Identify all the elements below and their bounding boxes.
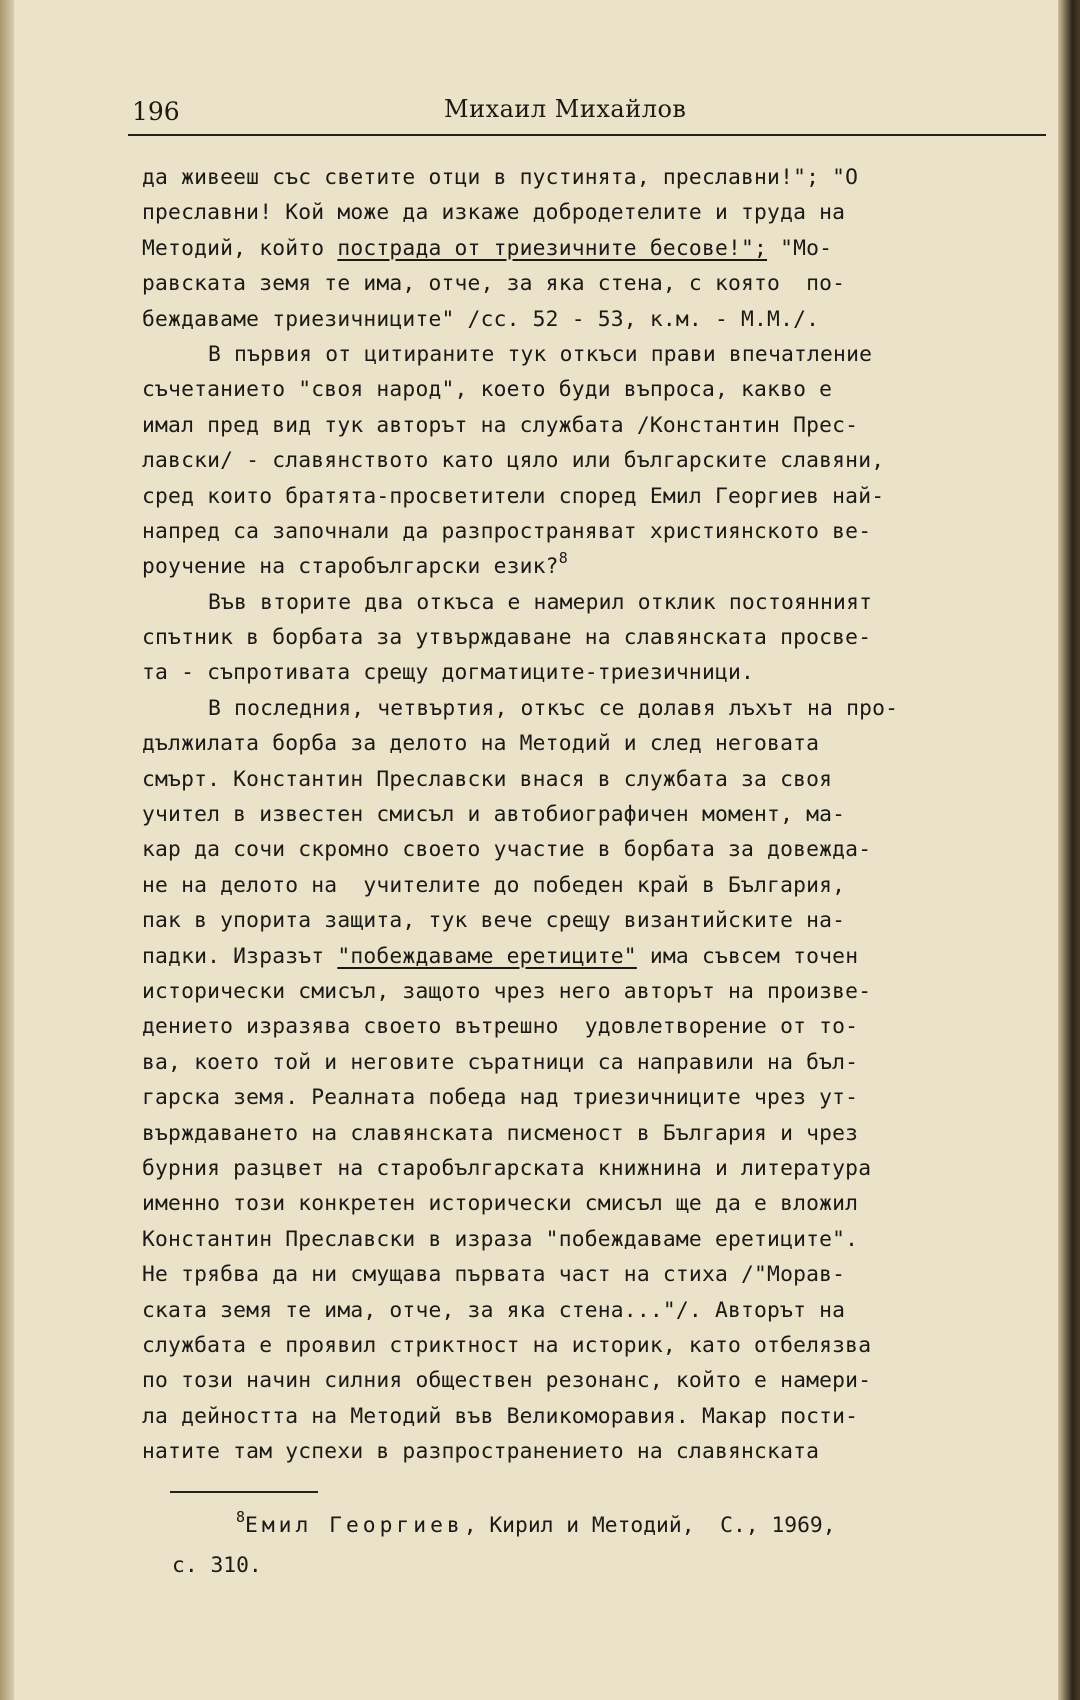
text-line: да живееш със светите отци в пустинята, преславни!"; "О — [142, 165, 859, 190]
text-line — [142, 231, 1042, 266]
footnote-author: Емил Георгиев — [245, 1513, 464, 1538]
text-line: дението изразява своето вътрешно удовлетворение от то- — [142, 1014, 859, 1040]
text-line: напред са започнали да разпространяват християнското ве- — [142, 518, 872, 544]
header-rule — [128, 134, 1046, 136]
text-line: по този начин силния обществен резонанс, който е намери- — [142, 1368, 872, 1394]
footnote — [172, 1506, 1036, 1586]
text-line: пак в упорита защита, тук вече срещу византийските на- — [142, 908, 846, 934]
text-span: има съвсем точен — [636, 943, 859, 969]
text-line: гарска земя. Реалната победа над триезичниците чрез ут- — [142, 1085, 859, 1111]
text-line: та - съпротивата срещу догматиците-триезичници. — [142, 660, 755, 686]
text-line: спътник в борбата за утвърждаване на славянската просве- — [142, 625, 872, 651]
text-line: ската земя те има, отче, за яка стена..."/. Авторът на — [142, 1297, 846, 1323]
text-line: преславни! Кой може да изкаже добродетелите и труда на — [142, 200, 846, 226]
text-line: беждаваме триезичниците" /сс. 52 - 53, к.м. - М.М./. — [142, 306, 820, 332]
page-header — [132, 97, 1044, 133]
text-line — [142, 549, 1042, 584]
text-line: именно този конкретен исторически смисъл ще да е вложил — [142, 1191, 859, 1217]
footnote-line: с. 310. — [172, 1553, 262, 1578]
text-span: роучение на старобългарски език? — [142, 554, 559, 580]
page-right-edge — [1058, 0, 1080, 1700]
text-line: службата е проявил стриктност на историк, като отбелязва — [142, 1332, 872, 1358]
paragraph-start-line: В първия от цитираните тук откъси прави впечатление — [208, 341, 873, 367]
text-line: Константин Преславски в израза "побеждаваме еретиците". — [142, 1226, 859, 1252]
text-line: лавски/ - славянството като цяло или българските славяни, — [142, 448, 885, 474]
text-line: сред които братята-просветители според Емил Георгиев най- — [142, 483, 885, 509]
text-line: имал пред вид тук авторът на службата /Константин Прес- — [142, 412, 859, 438]
text-line: ла дейността на Методий във Великоморавия. Макар пости- — [142, 1403, 859, 1429]
text-line: дължилата борба за делото на Методий и след неговата — [142, 731, 820, 757]
text-line: ва, което той и неговите съратници са направили на бъл- — [142, 1049, 859, 1075]
footnote-reference: 8 — [558, 549, 568, 568]
running-head: Михаил Михайлов — [444, 95, 687, 123]
footnote-rule — [170, 1491, 318, 1493]
text-line: съчетанието "своя народ", което буди въпроса, какво е — [142, 377, 833, 403]
underlined-phrase: "побеждаваме еретиците" — [337, 943, 637, 969]
page-left-edge — [0, 0, 14, 1700]
text-line: натите там успехи в разпространението на славянската — [142, 1439, 820, 1465]
text-line: бурния разцвет на старобългарската книжнина и литература — [142, 1155, 872, 1181]
underlined-phrase: пострада от триезичните бесове!"; — [337, 235, 768, 261]
text-line: исторически смисъл, защото чрез него авторът на произве- — [142, 978, 872, 1004]
text-line: равската земя те има, отче, за яка стена, с която по- — [142, 271, 846, 297]
paragraph-start-line: Във вторите два откъса е намерил отклик постоянният — [208, 589, 873, 615]
text-line: върждаването на славянската писменост в България и чрез — [142, 1120, 859, 1146]
footnote-citation: , Кирил и Методий, С., 1969, — [463, 1513, 836, 1538]
text-span: Методий, който — [142, 235, 338, 261]
body-text — [142, 160, 1042, 1469]
text-line — [142, 939, 1042, 974]
text-line: Не трябва да ни смущава първата част на стиха /"Морав- — [142, 1262, 846, 1288]
text-span: падки. Изразът — [142, 943, 338, 969]
text-line: не на делото на учителите до победен край в България, — [142, 872, 846, 898]
paragraph-start-line: В последния, четвъртия, откъс се долавя лъхът на про- — [208, 695, 899, 721]
page-number: 196 — [132, 97, 180, 126]
text-span: "Мо- — [767, 235, 833, 261]
text-line: кар да сочи скромно своето участие в борбата за довежда- — [142, 837, 872, 863]
text-line: смърт. Константин Преславски внася в службата за своя — [142, 766, 833, 792]
text-line: учител в известен смисъл и автобиографичен момент, ма- — [142, 802, 846, 828]
footnote-line — [236, 1506, 1036, 1546]
footnote-marker: 8 — [236, 1508, 246, 1526]
